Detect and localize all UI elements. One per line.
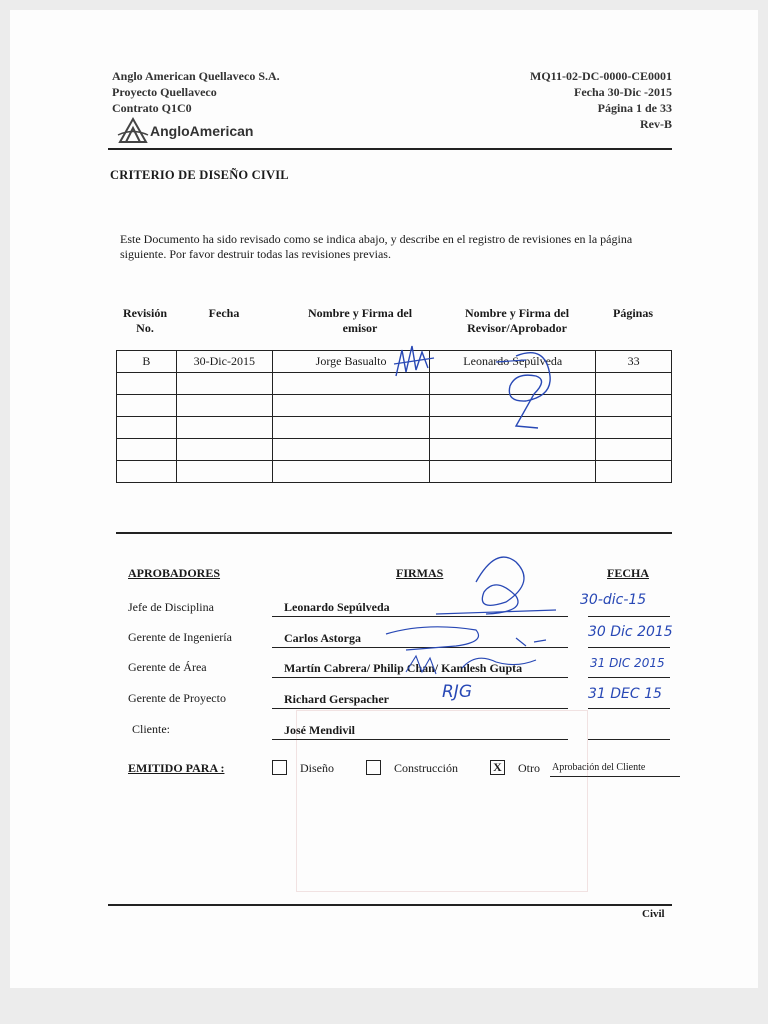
- checkbox-diseno[interactable]: [272, 760, 287, 775]
- table-row: [117, 395, 672, 417]
- approver-name-mendivil: José Mendivil: [284, 723, 355, 737]
- col-header-fecha: Fecha: [208, 306, 240, 320]
- checkbox-otro[interactable]: X: [490, 760, 505, 775]
- fecha-heading: FECHA: [607, 566, 649, 580]
- approver-name-astorga: Carlos Astorga: [284, 631, 361, 645]
- cell-emisor: Jorge Basualto: [272, 351, 430, 373]
- col-header-revisor: Nombre y Firma del Revisor/Aprobador: [464, 306, 570, 335]
- revision-code: Rev-B: [640, 117, 672, 131]
- header-left: [112, 68, 280, 116]
- firmas-heading: FIRMAS: [396, 566, 444, 580]
- document-date: Fecha 30-Dic -2015: [574, 85, 672, 99]
- signature-scribbles: [366, 542, 576, 682]
- col-header-revision: Revisión No.: [122, 306, 167, 335]
- page-number: Página 1 de 33: [597, 101, 672, 115]
- company-name: Anglo American Quellaveco S.A.: [112, 69, 280, 83]
- intro-paragraph: Este Documento ha sido revisado como se indica abajo, y describe en el registro de revisiones en la página siguiente. Por favor destruir todas las revisiones previas.: [120, 232, 633, 261]
- emitido-para-label: EMITIDO PARA :: [128, 761, 225, 775]
- logo-emblem-icon: [116, 116, 150, 146]
- role-gerente-proyecto: Gerente de Proyecto: [128, 691, 226, 705]
- date-line: [588, 708, 670, 709]
- header-right: [530, 68, 672, 132]
- signature-basualto: [390, 342, 440, 382]
- document-title: CRITERIO DE DISEÑO CIVIL: [110, 168, 289, 182]
- signature-line: [272, 708, 568, 709]
- section-divider: [116, 532, 672, 534]
- footer-discipline: Civil: [642, 908, 665, 920]
- role-jefe-disciplina: Jefe de Disciplina: [128, 600, 214, 614]
- role-gerente-area: Gerente de Área: [128, 660, 207, 674]
- signature-sepulveda-table: [486, 346, 566, 436]
- date-line: [588, 616, 670, 617]
- col-header-emisor: Nombre y Firma del emisor: [307, 306, 413, 335]
- date-line: [588, 739, 670, 740]
- approver-name-sepulveda: Leonardo Sepúlveda: [284, 600, 390, 614]
- project-name: Proyecto Quellaveco: [112, 85, 217, 99]
- cell-fecha: 30-Dic-2015: [176, 351, 272, 373]
- table-row: [117, 439, 672, 461]
- footer-divider: [108, 904, 672, 906]
- checkbox-label-construccion: Construcción: [394, 761, 458, 775]
- role-cliente: Cliente:: [132, 722, 170, 736]
- logo-text: AngloAmerican: [150, 123, 254, 139]
- date-handwritten: 30 Dic 2015: [588, 624, 673, 640]
- anglo-american-logo: [116, 116, 286, 146]
- header-divider: [108, 148, 672, 150]
- document-page: [10, 10, 758, 988]
- cell-revisor: Leonardo Sepúlveda: [430, 351, 596, 373]
- faded-stamp: [296, 710, 588, 892]
- approver-name-cabrera-chan-gupta: Martín Cabrera/ Philip Chan/ Kamlesh Gupta: [284, 661, 523, 675]
- table-row: [117, 417, 672, 439]
- date-line: [588, 647, 670, 648]
- cell-paginas: 33: [596, 351, 672, 373]
- col-header-paginas: Páginas: [612, 306, 653, 320]
- date-handwritten: 30-dic-15: [580, 592, 647, 608]
- cell-revision: B: [117, 351, 177, 373]
- initials-gerspacher: RJG: [442, 682, 472, 702]
- checkbox-label-diseno: Diseño: [300, 761, 334, 775]
- table-row: [117, 461, 672, 483]
- date-handwritten: 31 DIC 2015: [590, 656, 665, 670]
- approver-name-gerspacher: Richard Gerspacher: [284, 692, 389, 706]
- role-gerente-ingenieria: Gerente de Ingeniería: [128, 630, 232, 644]
- date-line: [588, 677, 670, 678]
- date-handwritten: 31 DEC 15: [588, 686, 662, 702]
- contract-code: Contrato Q1C0: [112, 101, 192, 115]
- checkbox-label-otro: Otro: [518, 761, 540, 775]
- document-code: MQ11-02-DC-0000-CE0001: [530, 69, 672, 83]
- aprobadores-heading: APROBADORES: [128, 566, 221, 580]
- otro-value: Aprobación del Cliente: [552, 762, 646, 773]
